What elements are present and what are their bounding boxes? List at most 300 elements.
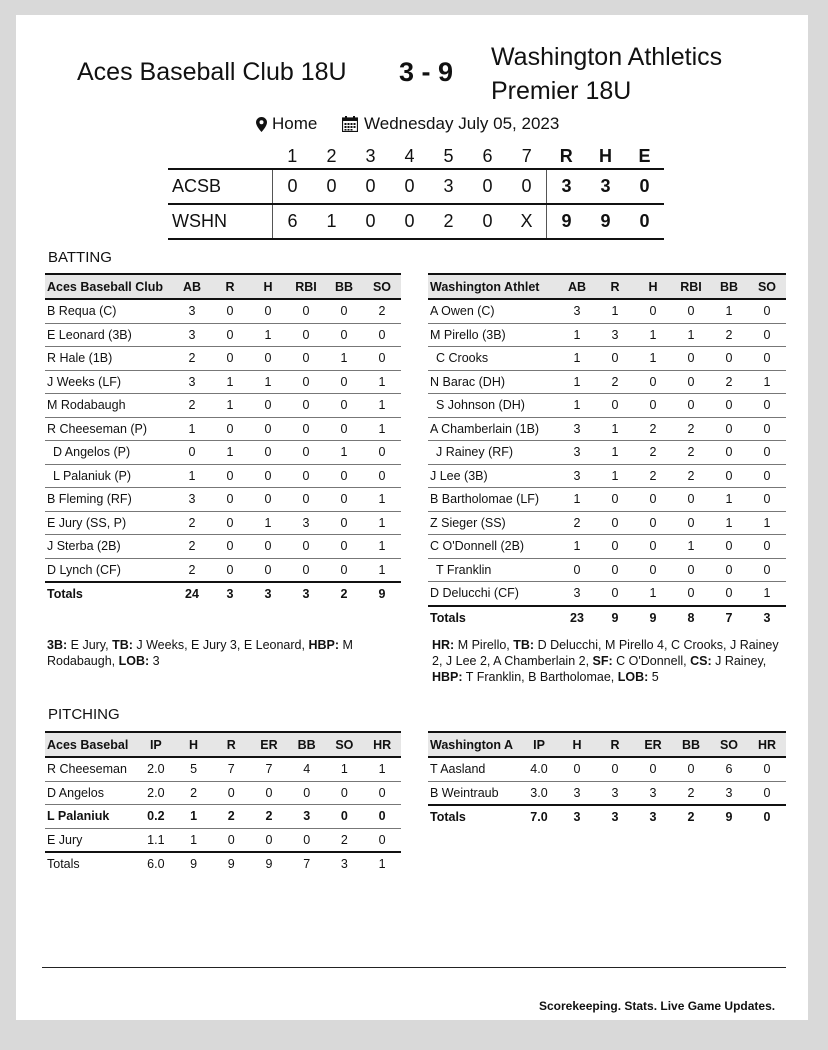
column-header: H — [249, 274, 287, 299]
player-name: C O'Donnell (2B) — [428, 535, 558, 559]
stat-cell: 0 — [212, 781, 250, 805]
stat-cell: 2 — [596, 370, 634, 394]
stat-cell: 0 — [748, 757, 786, 781]
hits-header: H — [599, 145, 612, 166]
stat-cell: 2 — [175, 781, 213, 805]
stat-cell: 1 — [173, 417, 211, 441]
inning-runs: X — [520, 211, 533, 231]
inning-runs: 0 — [482, 211, 493, 231]
total-cell: 2 — [672, 805, 710, 829]
stat-cell: 2 — [634, 441, 672, 465]
stat-cell: 0 — [325, 558, 363, 582]
stat-cell: 3 — [558, 781, 596, 805]
inning-runs: 0 — [482, 176, 493, 196]
column-header: AB — [558, 274, 596, 299]
table-row — [428, 441, 786, 465]
player-name: C Crooks — [428, 347, 558, 371]
inning-runs: 1 — [326, 211, 337, 231]
stat-cell: 1 — [211, 394, 249, 418]
stat-cell: 1 — [748, 511, 786, 535]
column-header: IP — [137, 732, 175, 757]
totals-row — [45, 582, 401, 606]
total-hits: 9 — [600, 211, 611, 231]
away-batting-notes — [432, 637, 782, 685]
total-cell: 3 — [287, 582, 325, 606]
stat-cell: 0 — [287, 347, 325, 371]
pitching-section-title: PITCHING — [48, 706, 120, 723]
runs-header: R — [559, 145, 573, 166]
stat-cell: 1 — [249, 511, 287, 535]
stat-cell: 0 — [672, 582, 710, 606]
stat-cell: 0 — [558, 558, 596, 582]
note-text: J Weeks, E Jury 3, E Leonard, — [132, 638, 309, 652]
stat-cell: 0 — [596, 558, 634, 582]
stat-cell: 0 — [748, 464, 786, 488]
stat-cell: 0 — [249, 394, 287, 418]
stat-cell: 1 — [672, 535, 710, 559]
stat-cell: 1 — [325, 441, 363, 465]
stat-cell: 0 — [326, 805, 364, 829]
stat-cell: 1.1 — [137, 828, 175, 852]
stat-cell: 0 — [325, 299, 363, 323]
stat-cell: 0 — [249, 417, 287, 441]
note-label: TB: — [513, 638, 535, 652]
inning-header: 2 — [326, 145, 337, 166]
stat-cell: 0 — [710, 394, 748, 418]
table-row — [428, 781, 786, 805]
stat-cell: 0 — [748, 781, 786, 805]
stat-cell: 0 — [363, 323, 401, 347]
column-header: IP — [520, 732, 558, 757]
stat-cell: 0 — [325, 464, 363, 488]
totals-row — [45, 852, 401, 876]
stat-cell: 1 — [710, 511, 748, 535]
stat-cell: 2.0 — [137, 781, 175, 805]
stat-cell: 0 — [634, 511, 672, 535]
stat-cell: 0 — [211, 299, 249, 323]
note-text: J Rainey, — [711, 654, 767, 668]
stat-cell: 0 — [596, 347, 634, 371]
note-label: LOB: — [118, 654, 150, 668]
column-header: ER — [634, 732, 672, 757]
stat-cell: 1 — [634, 323, 672, 347]
stat-cell: 2 — [173, 535, 211, 559]
table-row — [45, 511, 401, 535]
table-row — [45, 558, 401, 582]
team-column-header: Aces Baseball Club — [45, 274, 173, 299]
player-name: J Rainey (RF) — [428, 441, 558, 465]
stat-cell: 0 — [748, 299, 786, 323]
stat-cell: 5 — [175, 757, 213, 781]
stat-cell: 1 — [325, 347, 363, 371]
column-header: SO — [326, 732, 364, 757]
player-name: J Weeks (LF) — [45, 370, 173, 394]
column-header: H — [634, 274, 672, 299]
column-header: RBI — [287, 274, 325, 299]
total-runs: 9 — [547, 204, 587, 239]
total-errors: 0 — [639, 211, 650, 231]
home-pitching-table — [45, 731, 401, 876]
total-cell: 0 — [748, 805, 786, 829]
table-row — [428, 511, 786, 535]
stat-cell: 0 — [287, 417, 325, 441]
stat-cell: 0 — [211, 323, 249, 347]
stat-cell: 3 — [558, 299, 596, 323]
note-text: M Pirello, — [454, 638, 514, 652]
total-cell: 8 — [672, 606, 710, 630]
stat-cell: 1 — [363, 370, 401, 394]
stat-cell: 0 — [748, 488, 786, 512]
player-name: A Chamberlain (1B) — [428, 417, 558, 441]
stat-cell: 3 — [288, 805, 326, 829]
stat-cell: 1 — [558, 535, 596, 559]
location-label: Home — [272, 114, 318, 133]
player-name: E Jury — [45, 828, 137, 852]
stat-cell: 0 — [249, 558, 287, 582]
table-row — [428, 488, 786, 512]
column-header: R — [211, 274, 249, 299]
column-header: HR — [363, 732, 401, 757]
table-row — [45, 441, 401, 465]
stat-cell: 0 — [325, 417, 363, 441]
stat-cell: 0 — [249, 488, 287, 512]
table-row — [45, 417, 401, 441]
total-cell: 1 — [378, 857, 386, 872]
player-name: R Hale (1B) — [45, 347, 173, 371]
stat-cell: 3 — [173, 323, 211, 347]
stat-cell: 0 — [634, 488, 672, 512]
stat-cell: 3 — [287, 511, 325, 535]
stat-cell: 0 — [325, 323, 363, 347]
player-name: T Aasland — [428, 757, 520, 781]
column-header: ER — [250, 732, 288, 757]
stat-cell: 2 — [250, 805, 288, 829]
total-cell: 9 — [710, 805, 748, 829]
stat-cell: 6 — [710, 757, 748, 781]
stat-cell: 1 — [363, 757, 401, 781]
total-cell: 24 — [173, 582, 211, 606]
stat-cell: 0 — [634, 394, 672, 418]
table-header-row — [45, 732, 401, 757]
stat-cell: 1 — [672, 323, 710, 347]
stat-cell: 3 — [173, 370, 211, 394]
stat-cell: 0 — [710, 535, 748, 559]
stat-cell: 0 — [634, 757, 672, 781]
game-date — [342, 114, 559, 134]
stat-cell: 1 — [558, 394, 596, 418]
stat-cell: 7 — [250, 757, 288, 781]
player-name: R Cheeseman (P) — [45, 417, 173, 441]
inning-header: 7 — [521, 145, 532, 166]
table-row — [45, 535, 401, 559]
stat-cell: 0 — [672, 299, 710, 323]
stat-cell: 1 — [634, 582, 672, 606]
player-name: D Angelos — [45, 781, 137, 805]
stat-cell: 1 — [596, 464, 634, 488]
table-row — [428, 464, 786, 488]
total-cell: 9 — [596, 606, 634, 630]
totals-row — [428, 606, 786, 630]
stat-cell: 3 — [173, 299, 211, 323]
total-hits: 3 — [600, 176, 611, 196]
home-batting-notes — [47, 637, 387, 669]
table-header-row — [45, 274, 401, 299]
table-row — [45, 757, 401, 781]
stat-cell: 0 — [249, 464, 287, 488]
total-cell: 3 — [634, 805, 672, 829]
home-batting-table — [45, 273, 401, 606]
stat-cell: 2 — [173, 511, 211, 535]
totals-label: Totals — [47, 857, 80, 872]
line-score — [168, 144, 664, 240]
stat-cell: 0 — [672, 370, 710, 394]
total-cell: 2 — [325, 582, 363, 606]
stat-cell: 0 — [596, 582, 634, 606]
stat-cell: 0 — [672, 347, 710, 371]
stat-cell: 2 — [173, 558, 211, 582]
stat-cell: 0 — [287, 394, 325, 418]
player-name: N Barac (DH) — [428, 370, 558, 394]
home-pitching-rows — [45, 757, 401, 876]
stat-cell: 0 — [672, 558, 710, 582]
stat-cell: 1 — [558, 488, 596, 512]
stat-cell: 0 — [363, 464, 401, 488]
stat-cell: 1 — [363, 488, 401, 512]
note-label: SF: — [592, 654, 613, 668]
player-name: J Lee (3B) — [428, 464, 558, 488]
total-cell: 9 — [265, 857, 273, 872]
note-label: LOB: — [617, 670, 649, 684]
total-cell: 3 — [249, 582, 287, 606]
stat-cell: 1 — [710, 488, 748, 512]
stat-cell: 1 — [596, 417, 634, 441]
table-row — [45, 828, 401, 852]
inning-runs: 0 — [326, 176, 337, 196]
stat-cell: 0 — [672, 511, 710, 535]
stat-cell: 1 — [363, 535, 401, 559]
stat-cell: 2 — [363, 299, 401, 323]
stat-cell: 1 — [249, 370, 287, 394]
stat-cell: 0 — [672, 394, 710, 418]
stat-cell: 1 — [558, 323, 596, 347]
stat-cell: 0 — [363, 347, 401, 371]
stat-cell: 2 — [634, 464, 672, 488]
stat-cell: 0 — [288, 781, 326, 805]
stat-cell: 0 — [211, 464, 249, 488]
stat-cell: 0 — [748, 323, 786, 347]
stat-cell: 0 — [326, 781, 364, 805]
table-row — [428, 757, 786, 781]
team-column-header: Washington A — [428, 732, 520, 757]
player-name: A Owen (C) — [428, 299, 558, 323]
column-header: BB — [710, 274, 748, 299]
stat-cell: 0 — [249, 299, 287, 323]
stat-cell: 2 — [173, 394, 211, 418]
column-header: R — [596, 274, 634, 299]
table-row — [428, 347, 786, 371]
stat-cell: 2 — [173, 347, 211, 371]
stat-cell: 2 — [672, 417, 710, 441]
inning-runs: 0 — [404, 176, 415, 196]
stat-cell: 1 — [748, 370, 786, 394]
table-row — [428, 582, 786, 606]
stat-cell: 2 — [710, 370, 748, 394]
errors-header: E — [638, 145, 651, 166]
stat-cell: 1 — [175, 805, 213, 829]
inning-header: 1 — [287, 145, 298, 166]
total-cell: 3 — [748, 606, 786, 630]
player-name: D Lynch (CF) — [45, 558, 173, 582]
stat-cell: 0 — [363, 828, 401, 852]
table-row — [45, 805, 401, 829]
away-team-name: Washington Athletics Premier 18U — [491, 43, 723, 105]
stat-cell: 0 — [325, 394, 363, 418]
stat-cell: 0 — [710, 464, 748, 488]
stat-cell: 0 — [710, 417, 748, 441]
stat-cell: 0 — [249, 347, 287, 371]
table-row — [428, 394, 786, 418]
player-name: T Franklin — [428, 558, 558, 582]
total-cell: 3 — [596, 805, 634, 829]
player-name: Z Sieger (SS) — [428, 511, 558, 535]
total-cell: 9 — [190, 857, 198, 872]
stat-cell: 0 — [287, 323, 325, 347]
stat-cell: 3 — [634, 781, 672, 805]
stat-cell: 0 — [710, 558, 748, 582]
batting-section-title: BATTING — [48, 249, 112, 266]
note-text: 3 — [149, 654, 160, 668]
total-cell: 7.0 — [520, 805, 558, 829]
line-score-header — [168, 144, 664, 169]
stat-cell: 0 — [287, 488, 325, 512]
team-column-header: Aces Basebal — [45, 732, 137, 757]
team-abbr: ACSB — [168, 169, 273, 204]
total-cell: 7 — [303, 857, 311, 872]
note-label: CS: — [690, 654, 712, 668]
player-name: L Palaniuk — [45, 805, 137, 829]
note-text: 5 — [648, 670, 659, 684]
table-row — [45, 488, 401, 512]
stat-cell: 1 — [363, 417, 401, 441]
player-name: B Requa (C) — [45, 299, 173, 323]
column-header: R — [596, 732, 634, 757]
table-row — [45, 299, 401, 323]
note-text: M Rodabaugh, — [47, 638, 353, 668]
stat-cell: 0 — [287, 558, 325, 582]
inning-header: 3 — [365, 145, 376, 166]
player-name: D Angelos (P) — [45, 441, 173, 465]
total-cell: 9 — [227, 857, 235, 872]
stat-cell: 0 — [287, 299, 325, 323]
stat-cell: 1 — [249, 323, 287, 347]
stat-cell: 0 — [211, 488, 249, 512]
stat-cell: 0 — [710, 582, 748, 606]
stat-cell: 2.0 — [137, 757, 175, 781]
stat-cell: 1 — [363, 394, 401, 418]
stat-cell: 3 — [596, 781, 634, 805]
inning-runs: 0 — [365, 176, 376, 196]
stat-cell: 1 — [596, 299, 634, 323]
stat-cell: 0 — [596, 535, 634, 559]
column-header: BB — [325, 274, 363, 299]
player-name: D Delucchi (CF) — [428, 582, 558, 606]
note-text: E Jury, — [67, 638, 113, 652]
column-header: BB — [672, 732, 710, 757]
stat-cell: 0 — [596, 394, 634, 418]
totals-label: Totals — [428, 805, 520, 829]
player-name: J Sterba (2B) — [45, 535, 173, 559]
player-name: B Bartholomae (LF) — [428, 488, 558, 512]
stat-cell: 0 — [211, 511, 249, 535]
column-header: R — [212, 732, 250, 757]
stat-cell: 3 — [596, 323, 634, 347]
inning-runs: 0 — [521, 176, 532, 196]
stat-cell: 0 — [287, 464, 325, 488]
footer-divider — [42, 967, 786, 968]
note-label: TB: — [112, 638, 133, 652]
note-text: C O'Donnell, — [612, 654, 691, 668]
calendar-icon — [342, 116, 358, 132]
stat-cell: 0 — [363, 781, 401, 805]
stat-cell: 4.0 — [520, 757, 558, 781]
table-row — [428, 417, 786, 441]
stat-cell: 1 — [173, 464, 211, 488]
box-score-page — [16, 15, 808, 1020]
total-cell: 23 — [558, 606, 596, 630]
stat-cell: 1 — [558, 347, 596, 371]
table-row — [428, 558, 786, 582]
stat-cell: 0 — [325, 535, 363, 559]
stat-cell: 1 — [634, 347, 672, 371]
total-cell: 9 — [363, 582, 401, 606]
total-cell: 6.0 — [147, 857, 165, 872]
stat-cell: 0 — [748, 347, 786, 371]
total-cell: 9 — [634, 606, 672, 630]
stat-cell: 0 — [287, 441, 325, 465]
stat-cell: 0 — [748, 535, 786, 559]
note-label: HR: — [432, 638, 455, 652]
stat-cell: 3 — [558, 582, 596, 606]
stat-cell: 3 — [558, 464, 596, 488]
inning-runs: 0 — [365, 211, 376, 231]
inning-runs: 0 — [404, 211, 415, 231]
stat-cell: 0 — [634, 535, 672, 559]
player-name: E Jury (SS, P) — [45, 511, 173, 535]
table-row — [45, 370, 401, 394]
stat-cell: 0 — [249, 441, 287, 465]
inning-header: 4 — [404, 145, 415, 166]
total-cell: 3 — [558, 805, 596, 829]
stat-cell: 1 — [211, 441, 249, 465]
stat-cell: 0 — [748, 394, 786, 418]
stat-cell: 2 — [212, 805, 250, 829]
stat-cell: 0 — [325, 511, 363, 535]
stat-cell: 0 — [249, 535, 287, 559]
stat-cell: 1 — [363, 558, 401, 582]
stat-cell: 0 — [211, 417, 249, 441]
table-row — [45, 464, 401, 488]
stat-cell: 4 — [288, 757, 326, 781]
team-column-header: Washington Athlet — [428, 274, 558, 299]
stat-cell: 3 — [558, 417, 596, 441]
note-text: T Franklin, B Bartholomae, — [462, 670, 618, 684]
stat-cell: 0 — [325, 370, 363, 394]
note-label: 3B: — [47, 638, 68, 652]
stat-cell: 0 — [748, 558, 786, 582]
away-pitching-table — [428, 731, 786, 829]
inning-runs: 0 — [287, 176, 298, 196]
stat-cell: 0 — [634, 299, 672, 323]
